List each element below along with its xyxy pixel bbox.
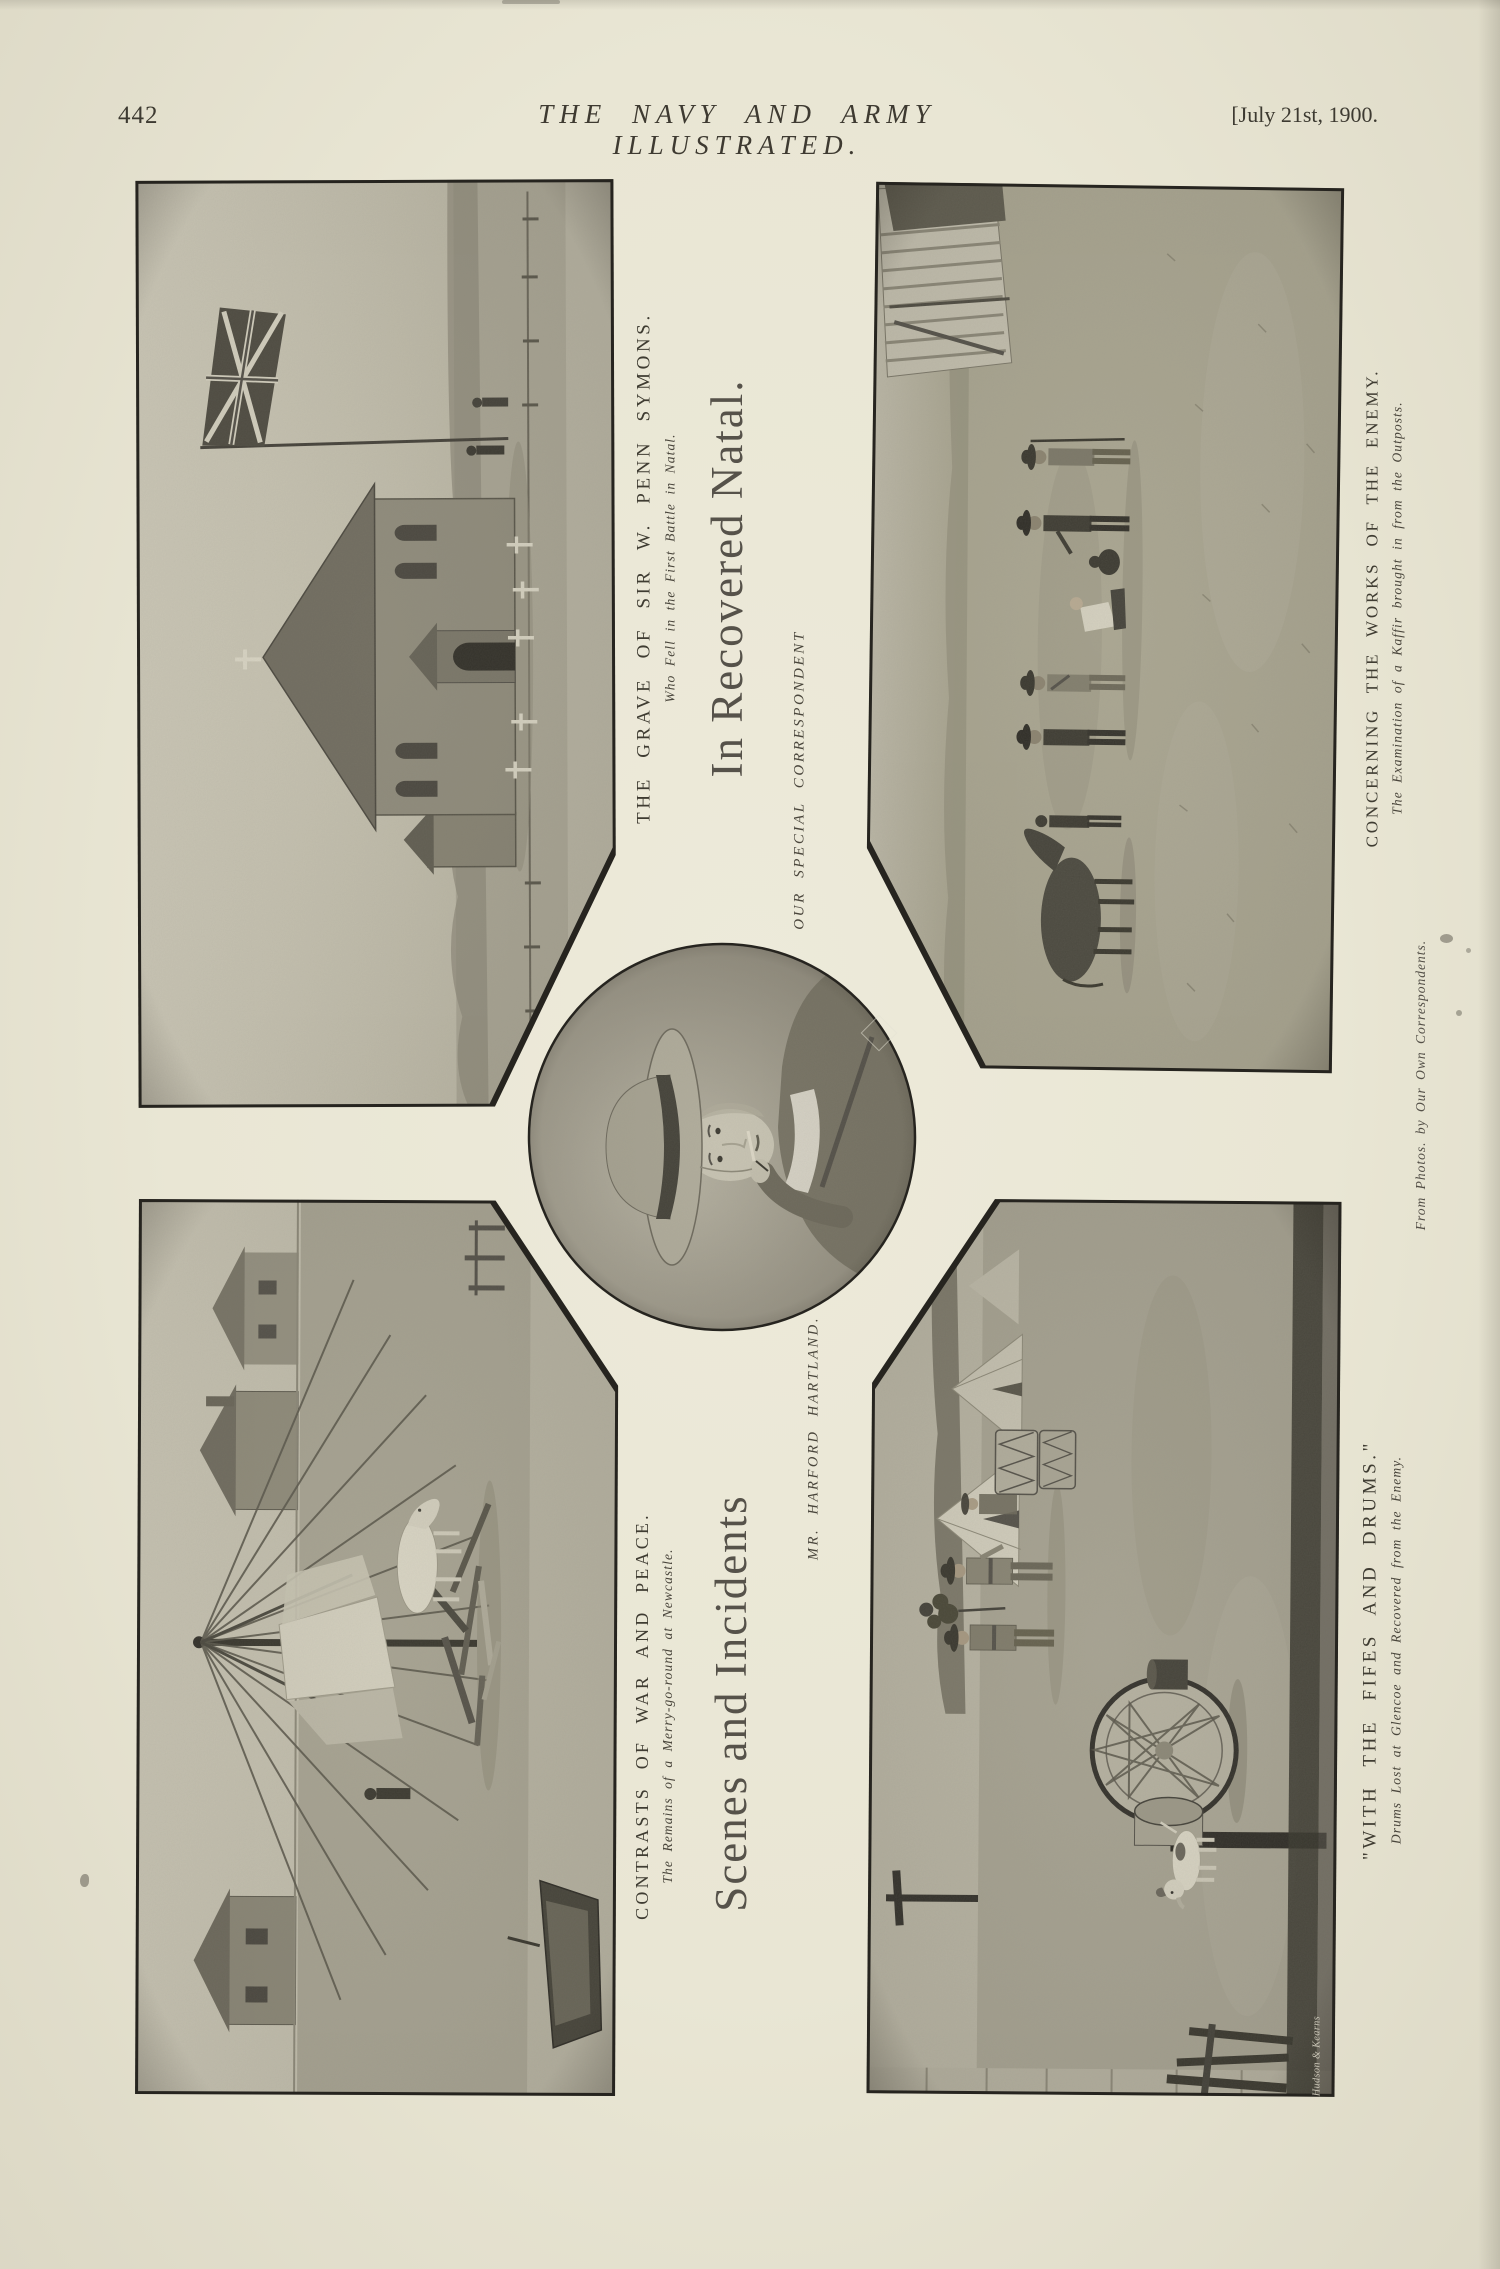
- caption-contrasts-title: CONTRASTS OF WAR AND PEACE.: [632, 1512, 652, 1920]
- ink-speck: [1466, 948, 1471, 953]
- photo-fifes-and-drums: [866, 1198, 1341, 2097]
- page-number: 442: [118, 102, 159, 129]
- ink-speck: [80, 1874, 89, 1887]
- fifes-drums-photo-image: [866, 1198, 1341, 2097]
- page-edge-shadow-top: [0, 0, 1500, 10]
- studio-credit-text: Hudson & Kearns: [1311, 2015, 1323, 2097]
- portrait-harford-hartland: [522, 937, 922, 1337]
- portrait-image: [522, 937, 922, 1337]
- ink-speck: [1456, 1010, 1462, 1016]
- caption-grave-subtitle: Who Fell in the First Battle in Natal.: [662, 433, 678, 703]
- photographers-credit-text: From Photos. by Our Own Correspondents.: [1413, 939, 1428, 1231]
- caption-enemy-works-subtitle: The Examination of a Kaffir brought in from the Outposts.: [1389, 401, 1405, 815]
- ink-speck: [1440, 934, 1453, 943]
- caption-fifes-title: "WITH THE FIFES AND DRUMS.": [1359, 1440, 1381, 1860]
- enemy-works-photo-image: [864, 182, 1344, 1073]
- caption-grave-title: THE GRAVE OF SIR W. PENN SYMONS.: [633, 312, 655, 824]
- byline-top-text: OUR SPECIAL CORRESPONDENT: [791, 630, 808, 930]
- masthead-title: THE NAVY AND ARMY ILLUSTRATED.: [538, 99, 936, 160]
- photo-enemy-works-examination: [864, 182, 1344, 1073]
- portrait-caption-text: MR. HARFORD HARTLAND.: [805, 1315, 822, 1561]
- page-edge-shadow-right: [1478, 0, 1500, 2269]
- caption-contrasts-subtitle: The Remains of a Merry-go-round at Newcastle.: [660, 1548, 675, 1884]
- caption-enemy-works-title: CONCERNING THE WORKS OF THE ENEMY.: [1362, 368, 1382, 848]
- section-title-top-text: In Recovered Natal.: [702, 378, 752, 778]
- caption-fifes-subtitle: Drums Lost at Glencoe and Recovered from the Enemy.: [1388, 1455, 1404, 1845]
- issue-date: [July 21st, 1900.: [1231, 102, 1378, 127]
- section-title-bottom-text: Scenes and Incidents: [706, 1494, 756, 1912]
